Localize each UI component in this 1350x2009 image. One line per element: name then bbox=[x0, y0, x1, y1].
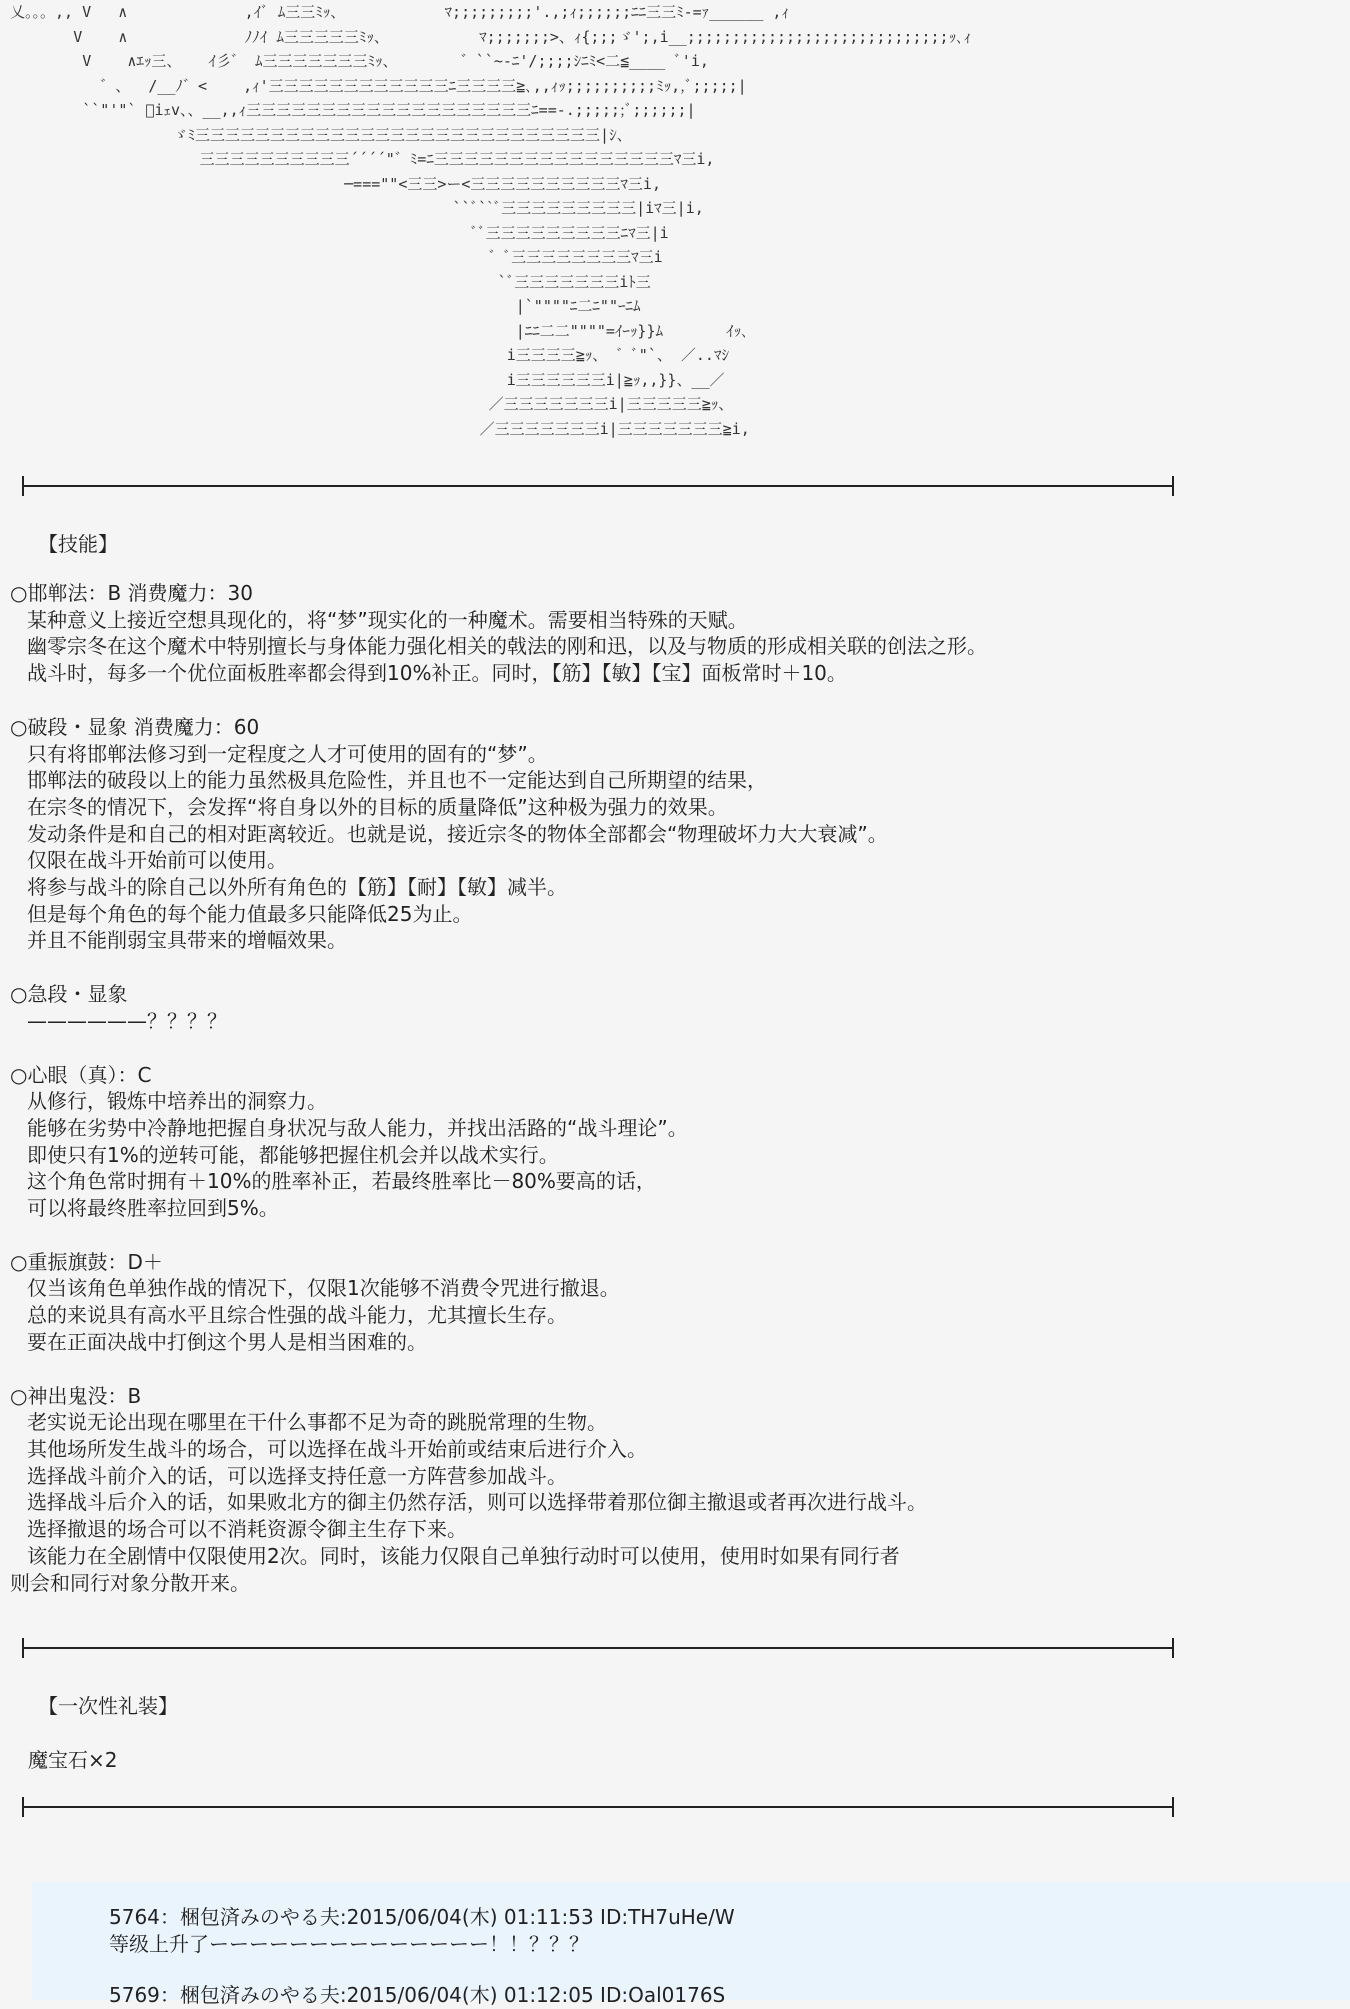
skill-entry bbox=[10, 981, 1170, 1034]
skill-description-line: 发动条件是和自己的相对距离较近。也就是说，接近宗冬的物体全部都会“物理破坏力大大衰减”。 bbox=[27, 821, 888, 846]
skill-description-line: 总的来说具有高水平且综合性强的战斗能力，尤其擅长生存。 bbox=[27, 1303, 567, 1328]
skills-list bbox=[10, 580, 1170, 1623]
skill-name: ○破段・显象 消费魔力：60 bbox=[10, 714, 260, 739]
item-entry: 魔宝石×2 bbox=[28, 1748, 118, 1772]
skill-description-line: 即使只有1%的逆转可能，都能够把握住机会并以战术实行。 bbox=[27, 1142, 559, 1167]
skill-name: ○急段・显象 bbox=[10, 982, 128, 1007]
skill-description-line: 从修行，锻炼中培养出的洞察力。 bbox=[27, 1089, 327, 1114]
skill-entry bbox=[10, 714, 1170, 954]
skill-description-line: 幽零宗冬在这个魔术中特别擅长与身体能力强化相关的戟法的刚和迅，以及与物质的形成相关联的创法之形。 bbox=[27, 634, 987, 659]
divider-rule bbox=[22, 476, 1174, 496]
skill-description-line: 仅当该角色单独作战的情况下，仅限1次能够不消费令咒进行撤退。 bbox=[27, 1276, 620, 1301]
skill-description-line: 选择战斗后介入的话，如果败北方的御主仍然存活，则可以选择带着那位御主撤退或者再次进行战斗。 bbox=[27, 1490, 927, 1515]
skill-description-line: 只有将邯郸法修习到一定程度之人才可使用的固有的“梦”。 bbox=[27, 741, 548, 766]
reply-panel bbox=[32, 1882, 1350, 2007]
skill-description-line: 这个角色常时拥有＋10%的胜率补正，若最终胜率比－80%要高的话， bbox=[27, 1169, 656, 1194]
skill-description-line: 选择撤退的场合可以不消耗资源令御主生存下来。 bbox=[27, 1517, 467, 1542]
skill-description-line: 并且不能削弱宝具带来的增幅效果。 bbox=[27, 928, 347, 953]
skill-description-line: 老实说无论出现在哪里在干什么事都不足为奇的跳脱常理的生物。 bbox=[27, 1410, 607, 1435]
items-section-title: 【一次性礼装】 bbox=[38, 1694, 178, 1718]
ascii-art: 乂。。。,, V ∧ ,ｲﾞ ﾑ三三ﾐｯ、 ﾏ;;;;;;;;;'.,;ｨ;;;;;;ﾆﾆ三三ﾐ-=ｧ______ ,ｨ V ∧ ﾉﾉｲ ﾑ三三三三三ﾐｯ、 ﾏ;;;;;;;>、ｨ{;;;ゞ';,i__;;;;;;;;;;;;;;;;;;;;;;;;;;;;;ｯ､ｨ V ∧ｴｯ三、 ｲ彡゛ ﾑ三三三三三三三ﾐｯ、 ゛``~-ﾆ'/;;;;ｼﾆﾐ<二≦____ ﾞ'i, ゛、 /__ﾉ゛< ,ｨ'三三三三三三三三三三三三ﾆ三三三三≧､,,ｨｯ;;;;;;;;;;ﾐｯ,,ﾞ;;;;;| ``"'"` ﾞiｪv、、__,,ｨ三三三三三三三三三三三三三三三三三三三ﾆ==-.;;;;;;ﾞ;;;;;;| ゞﾐ三三三三三三三三三三三三三三三三三三三三三三三三三三三|ｼ、 三三三三三三三三三三´´´´"゛ﾐ=ﾆ三三三三三三三三三三三三三三三三ﾏ三i, ─===""<三三>ー<三三三三三三三三三三ﾏ三i, ``ﾞ``ﾞ三三三三三三三三三|iﾏ三|i, ﾞﾞ三三三三三三三三三ﾆﾏ三|i ゛ﾞ三三三三三三三三ﾏ三i `ﾞ三三三三三三三iﾄ三 |`""""ﾆ二ﾆ""ｰﾆﾑ |ﾆﾆ二二""""=ｲｰｯ}}ﾑ ｲｯ､ i三三三三≧ｯ、 ゛ﾞ"`、 ／..ﾏｼ i三三三三三三i|≧ｯ,,}}、__／ ／三三三三三三三i|三三三三三≧ｯ、 ／三三三三三三三i|三三三三三三三≧i, bbox=[10, 3, 972, 438]
divider-rule bbox=[22, 1638, 1174, 1658]
skill-name: ○神出鬼没：B bbox=[10, 1383, 142, 1408]
skill-description-line: 其他场所发生战斗的场合，可以选择在战斗开始前或结束后进行介入。 bbox=[27, 1436, 647, 1461]
skill-entry bbox=[10, 1062, 1170, 1222]
skill-name: ○邯郸法：B 消费魔力：30 bbox=[10, 581, 253, 605]
skill-description-line: 在宗冬的情况下，会发挥“将自身以外的目标的质量降低”这种极为强力的效果。 bbox=[27, 794, 728, 819]
skill-name: ○重振旗鼓：D＋ bbox=[10, 1249, 163, 1274]
skill-description-line: 可以将最终胜率拉回到5%。 bbox=[27, 1196, 279, 1221]
post-header: 5764：梱包済みのやる夫:2015/06/04(木) 01:11:53 ID:TH7uHe/W bbox=[109, 1905, 735, 1929]
skill-description-line: 但是每个角色的每个能力值最多只能降低25为止。 bbox=[27, 901, 473, 926]
skill-entry bbox=[10, 1383, 1170, 1597]
skill-entry bbox=[10, 1249, 1170, 1356]
skill-description-line: 将参与战斗的除自己以外所有角色的【筋】【耐】【敏】减半。 bbox=[27, 875, 567, 900]
skill-description-line: 邯郸法的破段以上的能力虽然极具危险性，并且也不一定能达到自己所期望的结果， bbox=[27, 768, 767, 793]
skill-description-line: 要在正面决战中打倒这个男人是相当困难的。 bbox=[27, 1329, 427, 1354]
skill-description-line: 仅限在战斗开始前可以使用。 bbox=[27, 848, 287, 873]
skills-section-title: 【技能】 bbox=[38, 532, 118, 556]
divider-rule bbox=[22, 1797, 1174, 1817]
skill-description-line: 某种意义上接近空想具现化的，将“梦”现实化的一种魔术。需要相当特殊的天赋。 bbox=[27, 607, 748, 632]
skill-name: ○心眼（真）：C bbox=[10, 1062, 152, 1087]
post-header: 5769：梱包済みのやる夫:2015/06/04(木) 01:12:05 ID:Oal0176S bbox=[109, 1983, 726, 2007]
skill-description-line: 选择战斗前介入的话，可以选择支持任意一方阵营参加战斗。 bbox=[27, 1463, 567, 1488]
skill-description-line: 战斗时，每多一个优位面板胜率都会得到10%补正。同时，【筋】【敏】【宝】面板常时＋10。 bbox=[27, 661, 847, 686]
skill-description-line: 该能力在全剧情中仅限使用2次。同时，该能力仅限自己单独行动时可以使用，使用时如果有同行者 bbox=[27, 1543, 900, 1568]
skill-entry bbox=[10, 580, 1170, 687]
skill-description-line: ——————？？？？ bbox=[27, 1008, 227, 1033]
post-body: 等级上升了ーーーーーーーーーーーーーー！！？？？ bbox=[109, 1932, 589, 1956]
skill-description-line: 能够在劣势中冷静地把握自身状况与敌人能力，并找出活路的“战斗理论”。 bbox=[27, 1115, 688, 1140]
skill-description-line: 则会和同行对象分散开来。 bbox=[10, 1570, 250, 1595]
